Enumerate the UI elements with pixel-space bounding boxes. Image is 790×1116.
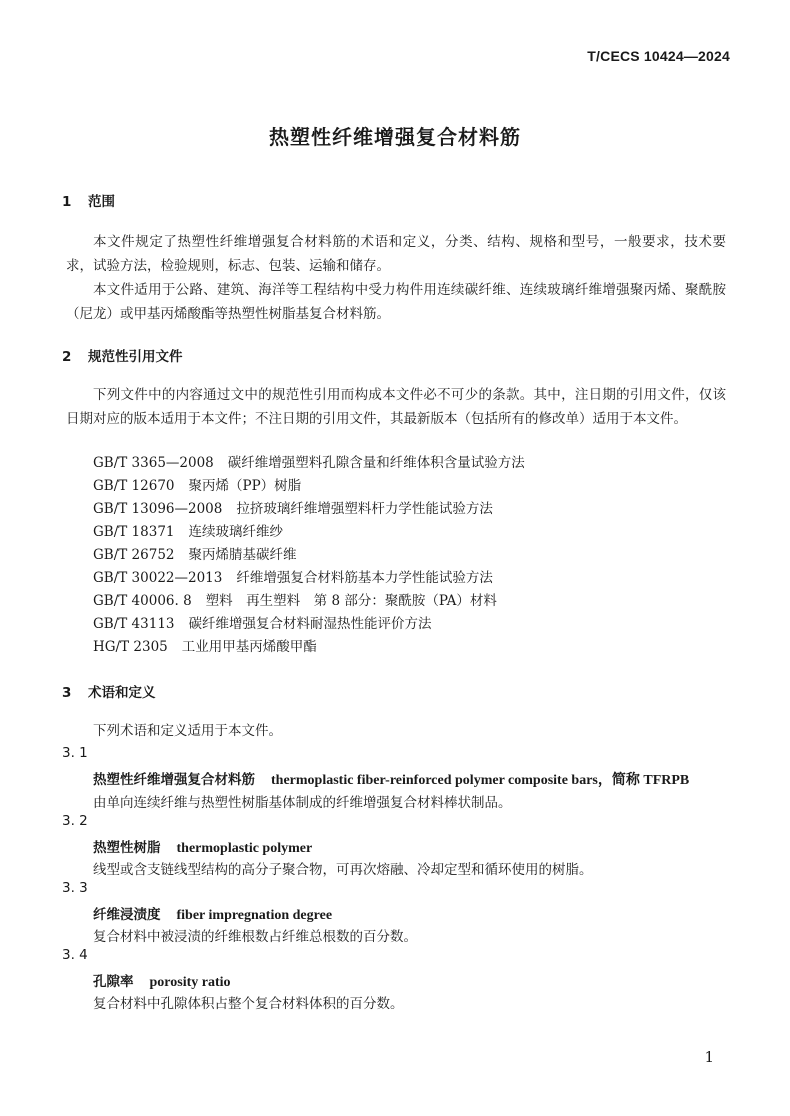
page-number: 1	[704, 1048, 714, 1066]
term-definition: 线型或含支链线型结构的高分子聚合物，可再次熔融、冷却定型和循环使用的树脂。	[93, 862, 593, 878]
term-zh: 热塑性树脂	[93, 840, 161, 856]
document-title: 热塑性纤维增强复合材料筋	[269, 125, 521, 149]
reference-title: 连续玻璃纤维纱	[188, 524, 283, 540]
reference-item	[93, 590, 525, 613]
section-number: 3	[62, 685, 72, 701]
reference-code: GB/T 3365—2008	[93, 455, 214, 471]
section-number: 1	[62, 194, 72, 210]
reference-title: 碳纤维增强复合材料耐湿热性能评价方法	[188, 616, 432, 632]
section-title: 规范性引用文件	[88, 349, 183, 365]
reference-code: GB/T 18371	[93, 524, 175, 540]
term-heading	[93, 768, 689, 789]
term-definition: 由单向连续纤维与热塑性树脂基体制成的纤维增强复合材料棒状制品。	[93, 795, 512, 811]
section-2-heading	[62, 345, 183, 365]
term-number: 3. 3	[62, 880, 88, 896]
reference-item	[93, 521, 525, 544]
term-number: 3. 1	[62, 745, 88, 761]
terms-intro: 下列术语和定义适用于本文件。	[93, 723, 282, 739]
reference-code: HG/T 2305	[93, 639, 168, 655]
term-zh: 纤维浸渍度	[93, 907, 161, 923]
reference-code: GB/T 13096—2008	[93, 501, 223, 517]
term-en: thermoplastic fiber-reinforced polymer composite bars，简称 TFRPB	[271, 773, 690, 788]
term-heading	[93, 836, 312, 857]
reference-title: 聚丙烯腈基碳纤维	[188, 547, 297, 563]
reference-title: 工业用甲基丙烯酸甲酯	[181, 639, 317, 655]
scope-paragraph-2: 本文件适用于公路、建筑、海洋等工程结构中受力构件用连续碳纤维、连续玻璃纤维增强聚丙烯、聚酰胺（尼龙）或甲基丙烯酸酯等热塑性树脂基复合材料筋。	[66, 282, 726, 322]
reference-title: 聚丙烯（PP）树脂	[188, 478, 302, 494]
reference-title: 塑料 再生塑料 第 8 部分：聚酰胺（PA）材料	[205, 593, 497, 609]
reference-item	[93, 475, 525, 498]
reference-code: GB/T 40006. 8	[93, 593, 192, 609]
reference-title: 拉挤玻璃纤维增强塑料杆力学性能试验方法	[236, 501, 493, 517]
reference-item	[93, 544, 525, 567]
standard-code: T/CECS 10424—2024	[587, 48, 730, 64]
scope-paragraph-1: 本文件规定了热塑性纤维增强复合材料筋的术语和定义，分类、结构、规格和型号，一般要求，技术要求，试验方法，检验规则，标志、包装、运输和储存。	[66, 234, 726, 274]
term-heading	[93, 970, 231, 991]
term-en: thermoplastic polymer	[176, 841, 313, 856]
term-zh: 孔隙率	[93, 974, 134, 990]
term-heading	[93, 903, 332, 924]
section-title: 术语和定义	[88, 685, 156, 701]
term-zh: 热塑性纤维增强复合材料筋	[93, 772, 255, 788]
reference-item	[93, 567, 525, 590]
term-number: 3. 4	[62, 947, 88, 963]
reference-code: GB/T 12670	[93, 478, 175, 494]
reference-code: GB/T 26752	[93, 547, 175, 563]
term-en: fiber impregnation degree	[176, 908, 333, 923]
section-title: 范围	[88, 194, 115, 210]
reference-title: 碳纤维增强塑料孔隙含量和纤维体积含量试验方法	[227, 455, 525, 471]
term-definition: 复合材料中被浸渍的纤维根数占纤维总根数的百分数。	[93, 929, 417, 945]
term-en: porosity ratio	[149, 975, 231, 990]
normative-references-intro: 下列文件中的内容通过文中的规范性引用而构成本文件必不可少的条款。其中，注日期的引用文件，仅该日期对应的版本适用于本文件；不注日期的引用文件，其最新版本（包括所有的修改单）适用于本文件。	[66, 387, 726, 427]
reference-title: 纤维增强复合材料筋基本力学性能试验方法	[236, 570, 493, 586]
section-3-heading	[62, 681, 156, 701]
term-definition: 复合材料中孔隙体积占整个复合材料体积的百分数。	[93, 996, 404, 1012]
section-1-heading	[62, 190, 115, 210]
section-number: 2	[62, 349, 72, 365]
reference-item	[93, 613, 525, 636]
term-number: 3. 2	[62, 813, 88, 829]
reference-item	[93, 636, 525, 659]
reference-item	[93, 452, 525, 475]
reference-item	[93, 498, 525, 521]
reference-code: GB/T 43113	[93, 616, 175, 632]
reference-list	[93, 452, 525, 659]
reference-code: GB/T 30022—2013	[93, 570, 223, 586]
